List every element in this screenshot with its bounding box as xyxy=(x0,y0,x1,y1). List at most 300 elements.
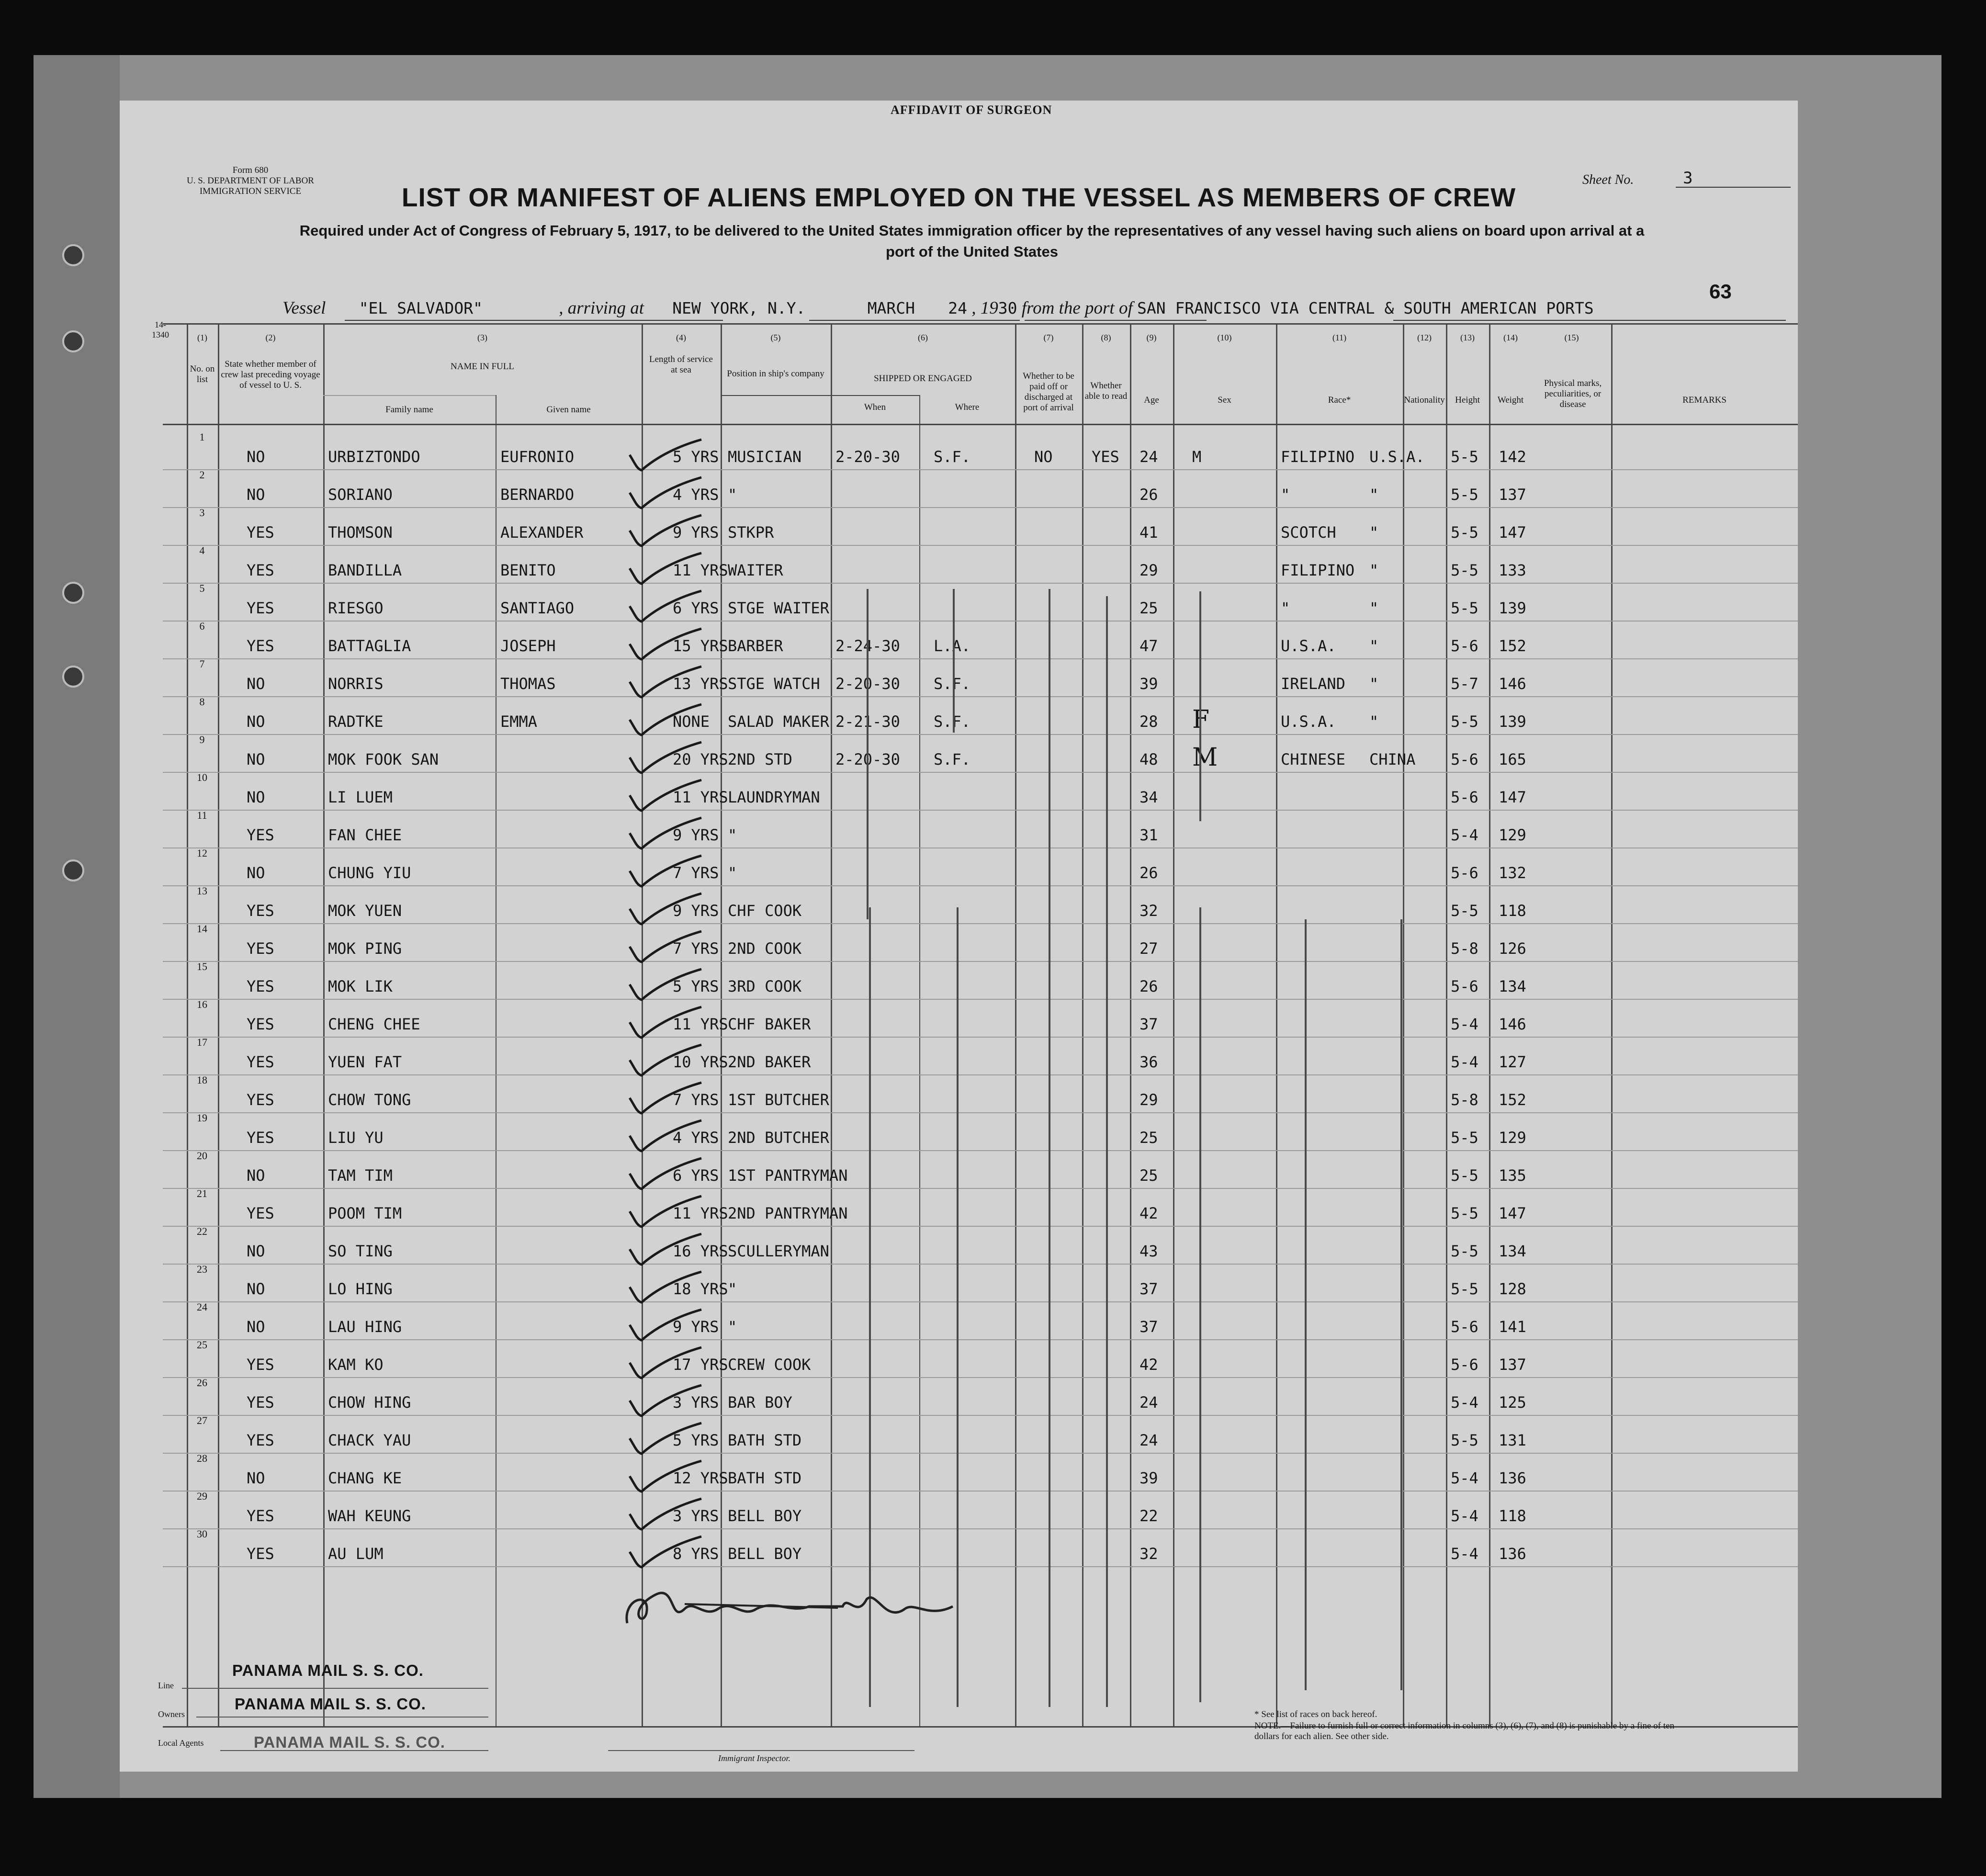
height-cell: 5-4 xyxy=(1451,1545,1478,1563)
age-cell: 25 xyxy=(1140,1166,1158,1185)
row-number: 7 xyxy=(199,658,205,670)
family-name-cell: SORIANO xyxy=(328,486,393,504)
col-divider xyxy=(1446,323,1447,1726)
family-name-cell: LAU HING xyxy=(328,1318,402,1336)
height-cell: 5-5 xyxy=(1451,1166,1478,1185)
binder-hole xyxy=(62,330,84,352)
height-cell: 5-4 xyxy=(1451,1469,1478,1487)
weight-cell: 134 xyxy=(1499,1242,1526,1260)
row-rule xyxy=(163,810,1798,811)
family-name-cell: THOMSON xyxy=(328,523,393,542)
weight-cell: 147 xyxy=(1499,1204,1526,1222)
age-cell: 24 xyxy=(1140,1393,1158,1412)
position-cell: 2ND BAKER xyxy=(728,1053,811,1071)
position-cell: 2ND BUTCHER xyxy=(728,1129,829,1147)
race-cell: CHINESE xyxy=(1281,750,1345,768)
row-rule xyxy=(163,1188,1798,1189)
nationality-cell: " xyxy=(1369,561,1379,579)
check-mark xyxy=(625,1268,706,1306)
weight-cell: 125 xyxy=(1499,1393,1526,1412)
row-rule xyxy=(163,1453,1798,1454)
colnum-9: (9) xyxy=(1146,333,1157,342)
age-cell: 27 xyxy=(1140,939,1158,958)
row-rule xyxy=(163,1226,1798,1227)
arrival-year: 30 xyxy=(998,299,1017,317)
row-number: 13 xyxy=(197,885,207,897)
weight-cell: 129 xyxy=(1499,826,1526,844)
col-divider xyxy=(919,395,920,1726)
service-cell: 4 YRS xyxy=(673,486,719,504)
ditto-line xyxy=(1400,919,1402,1690)
sheet-number: 3 xyxy=(1683,169,1693,188)
head-length-service: Length of service at sea xyxy=(649,354,713,375)
family-name-cell: RIESGO xyxy=(328,599,384,617)
prev-cell: NO xyxy=(247,486,265,504)
paid-off-cell: NO xyxy=(1034,448,1053,466)
prev-cell: NO xyxy=(247,1242,265,1260)
prev-cell: YES xyxy=(247,1091,274,1109)
vessel-name: "EL SALVADOR" xyxy=(359,299,483,317)
page-number: 63 xyxy=(1709,280,1732,303)
age-cell: 25 xyxy=(1140,1129,1158,1147)
height-cell: 5-5 xyxy=(1451,448,1478,466)
race-cell: FILIPINO xyxy=(1281,448,1355,466)
head-paid-off: Whether to be paid off or discharged at port of arrival xyxy=(1023,371,1074,413)
race-cell: U.S.A. xyxy=(1281,712,1336,731)
given-name-cell: JOSEPH xyxy=(500,637,556,655)
prev-cell: YES xyxy=(247,1431,274,1449)
weight-cell: 147 xyxy=(1499,788,1526,806)
check-mark xyxy=(625,890,706,928)
row-rule xyxy=(163,1566,1798,1567)
binder-hole xyxy=(62,582,84,604)
position-cell: WAITER xyxy=(728,561,783,579)
family-name-cell: FAN CHEE xyxy=(328,826,402,844)
head-shipped: SHIPPED OR ENGAGED xyxy=(874,373,972,384)
sex-cell: M xyxy=(1192,448,1202,466)
check-mark xyxy=(625,1041,706,1079)
head-race: Race* xyxy=(1328,395,1351,405)
position-cell: BATH STD xyxy=(728,1431,802,1449)
weight-cell: 118 xyxy=(1499,902,1526,920)
origin-port: SAN FRANCISCO VIA CENTRAL & SOUTH AMERICAN PORTS xyxy=(1137,299,1594,317)
row-number: 9 xyxy=(199,734,205,746)
weight-cell: 128 xyxy=(1499,1280,1526,1298)
race-cell: " xyxy=(1281,599,1290,617)
colnum-4: (4) xyxy=(676,333,686,342)
manifest-page xyxy=(120,101,1798,1772)
row-number: 18 xyxy=(197,1074,207,1086)
sheet-label: Sheet No. xyxy=(1582,172,1634,187)
position-cell: SALAD MAKER xyxy=(728,712,829,731)
height-cell: 5-4 xyxy=(1451,1015,1478,1033)
service-cell: 16 YRS xyxy=(673,1242,728,1260)
check-mark xyxy=(625,1306,706,1344)
ditto-line xyxy=(1106,596,1108,1707)
ditto-line xyxy=(867,589,869,919)
service-cell: 11 YRS xyxy=(673,1204,728,1222)
height-cell: 5-4 xyxy=(1451,1053,1478,1071)
weight-cell: 132 xyxy=(1499,864,1526,882)
height-cell: 5-5 xyxy=(1451,561,1478,579)
col-divider xyxy=(1015,323,1016,1726)
row-number: 10 xyxy=(197,771,207,783)
family-name-cell: MOK PING xyxy=(328,939,402,958)
check-mark xyxy=(625,701,706,739)
row-number: 4 xyxy=(199,544,205,556)
row-number: 27 xyxy=(197,1414,207,1426)
check-mark xyxy=(625,1533,706,1571)
head-remarks: REMARKS xyxy=(1682,395,1726,405)
age-cell: 31 xyxy=(1140,826,1158,844)
check-mark xyxy=(625,1230,706,1268)
position-cell: BAR BOY xyxy=(728,1393,792,1412)
check-mark xyxy=(625,436,706,474)
position-cell: MUSICIAN xyxy=(728,448,802,466)
age-cell: 26 xyxy=(1140,977,1158,995)
races-note: * See list of races on back hereof. xyxy=(1254,1709,1377,1719)
fine-note: NOTE.—Failure to furnish full or correct information in columns (3), (6), (7), and (8) is punishable by a fine of ten dollars for each alien. See other side. xyxy=(1254,1721,1674,1741)
binder-hole xyxy=(62,666,84,688)
prev-cell: NO xyxy=(247,448,265,466)
height-cell: 5-6 xyxy=(1451,750,1478,768)
ditto-line xyxy=(1049,589,1050,1707)
age-cell: 48 xyxy=(1140,750,1158,768)
head-position: Position in ship's company xyxy=(727,369,824,379)
service-cell: 4 YRS xyxy=(673,1129,719,1147)
check-mark xyxy=(625,1495,706,1533)
family-name-cell: URBIZTONDO xyxy=(328,448,420,466)
row-rule xyxy=(163,583,1798,584)
form-header: Form 680 U. S. DEPARTMENT OF LABOR IMMIGRATION SERVICE xyxy=(187,165,314,196)
col-divider xyxy=(831,323,832,1726)
service-cell: 5 YRS xyxy=(673,977,719,995)
prev-cell: YES xyxy=(247,1393,274,1412)
where-cell: S.F. xyxy=(934,448,971,466)
prev-cell: YES xyxy=(247,1053,274,1071)
height-cell: 5-6 xyxy=(1451,1356,1478,1374)
service-cell: 18 YRS xyxy=(673,1280,728,1298)
ditto-line xyxy=(1199,907,1201,1702)
row-rule xyxy=(163,1491,1798,1492)
row-rule xyxy=(163,772,1798,773)
family-name-cell: POOM TIM xyxy=(328,1204,402,1222)
row-number: 2 xyxy=(199,469,205,481)
line-value: PANAMA MAIL S. S. CO. xyxy=(232,1661,424,1679)
weight-cell: 146 xyxy=(1499,1015,1526,1033)
row-rule xyxy=(163,1528,1798,1529)
row-rule xyxy=(163,961,1798,962)
position-cell: CHF COOK xyxy=(728,902,802,920)
inspector-signature xyxy=(618,1580,967,1638)
family-name-cell: CHANG KE xyxy=(328,1469,402,1487)
arrival-month: MARCH xyxy=(867,299,915,317)
prev-cell: NO xyxy=(247,788,265,806)
age-cell: 37 xyxy=(1140,1280,1158,1298)
row-number: 26 xyxy=(197,1377,207,1389)
head-sex: Sex xyxy=(1218,395,1231,405)
position-cell: STGE WAITER xyxy=(728,599,829,617)
service-cell: 10 YRS xyxy=(673,1053,728,1071)
colnum-8: (8) xyxy=(1101,333,1111,342)
prev-cell: YES xyxy=(247,977,274,995)
position-cell: SCULLERYMAN xyxy=(728,1242,829,1260)
sex-cell: F xyxy=(1192,705,1210,734)
weight-cell: 137 xyxy=(1499,486,1526,504)
family-name-cell: CHACK YAU xyxy=(328,1431,411,1449)
check-mark xyxy=(625,549,706,588)
binder-hole xyxy=(62,859,84,881)
head-height: Height xyxy=(1455,395,1480,405)
age-cell: 34 xyxy=(1140,788,1158,806)
age-cell: 39 xyxy=(1140,1469,1158,1487)
head-no-on-list: No. on list xyxy=(190,364,215,384)
colnum-3: (3) xyxy=(477,333,487,342)
given-name-cell: EUFRONIO xyxy=(500,448,575,466)
family-name-cell: CHUNG YIU xyxy=(328,864,411,882)
position-cell: 2ND STD xyxy=(728,750,792,768)
weight-cell: 133 xyxy=(1499,561,1526,579)
shipped-subrule xyxy=(721,395,919,396)
row-number: 15 xyxy=(197,961,207,972)
colnum-5: (5) xyxy=(770,333,781,342)
nationality-cell: " xyxy=(1369,599,1379,617)
agents-value: PANAMA MAIL S. S. CO. xyxy=(254,1733,445,1751)
head-age: Age xyxy=(1144,395,1159,405)
manifest-footer xyxy=(120,1642,1798,1772)
prev-cell: NO xyxy=(247,864,265,882)
position-cell: BARBER xyxy=(728,637,783,655)
nationality-cell: U.S.A. xyxy=(1369,448,1425,466)
row-rule xyxy=(163,507,1798,508)
ditto-line xyxy=(1199,591,1201,821)
service-cell: 11 YRS xyxy=(673,561,728,579)
row-number: 6 xyxy=(199,620,205,632)
row-rule xyxy=(163,696,1798,697)
prev-cell: YES xyxy=(247,1129,274,1147)
row-number: 12 xyxy=(197,847,207,859)
col-divider xyxy=(218,323,219,1726)
row-number: 29 xyxy=(197,1490,207,1502)
given-name-cell: BERNARDO xyxy=(500,486,575,504)
position-cell: BATH STD xyxy=(728,1469,802,1487)
age-cell: 39 xyxy=(1140,675,1158,693)
colnum-12: (12) xyxy=(1417,333,1432,342)
row-rule xyxy=(163,1074,1798,1075)
family-name-cell: AU LUM xyxy=(328,1545,384,1563)
where-cell: S.F. xyxy=(934,750,971,768)
position-cell: " xyxy=(728,864,737,882)
row-number: 8 xyxy=(199,696,205,708)
header-bottom-rule xyxy=(163,424,1798,425)
check-mark xyxy=(625,625,706,663)
row-rule xyxy=(163,1264,1798,1265)
height-cell: 5-8 xyxy=(1451,1091,1478,1109)
position-cell: 1ST BUTCHER xyxy=(728,1091,829,1109)
weight-cell: 147 xyxy=(1499,523,1526,542)
nationality-cell: CHINA xyxy=(1369,750,1416,768)
col-divider xyxy=(1611,323,1613,1726)
race-cell: SCOTCH xyxy=(1281,523,1336,542)
colnum-14: (14) xyxy=(1503,333,1518,342)
colnum-6: (6) xyxy=(918,333,928,342)
where-cell: L.A. xyxy=(934,637,971,655)
given-name-cell: BENITO xyxy=(500,561,556,579)
col-divider xyxy=(1403,323,1404,1726)
crew-table xyxy=(163,323,1798,1736)
height-cell: 5-6 xyxy=(1451,1318,1478,1336)
service-cell: 9 YRS xyxy=(673,1318,719,1336)
colnum-11: (11) xyxy=(1332,333,1347,342)
weight-cell: 136 xyxy=(1499,1545,1526,1563)
head-when: When xyxy=(864,402,886,412)
family-name-cell: MOK FOOK SAN xyxy=(328,750,439,768)
family-name-cell: LI LUEM xyxy=(328,788,393,806)
row-rule xyxy=(163,1301,1798,1302)
age-cell: 24 xyxy=(1140,448,1158,466)
manifest-subtitle: Required under Act of Congress of February 5, 1917, to be delivered to the United States immigration officer by the representatives of any vessel having such aliens on board upon arrival at a port of the United States xyxy=(299,222,1645,260)
row-number: 24 xyxy=(197,1301,207,1313)
age-cell: 42 xyxy=(1140,1356,1158,1374)
check-mark xyxy=(625,738,706,777)
family-name-cell: NORRIS xyxy=(328,675,384,693)
check-mark xyxy=(625,927,706,966)
height-cell: 5-6 xyxy=(1451,788,1478,806)
position-cell: " xyxy=(728,1318,737,1336)
check-mark xyxy=(625,1344,706,1382)
position-cell: " xyxy=(728,1280,737,1298)
prev-cell: YES xyxy=(247,1545,274,1563)
owners-label: Owners xyxy=(158,1709,185,1719)
position-cell: LAUNDRYMAN xyxy=(728,788,820,806)
row-number: 17 xyxy=(197,1036,207,1048)
age-cell: 25 xyxy=(1140,599,1158,617)
family-name-cell: LIU YU xyxy=(328,1129,384,1147)
row-rule xyxy=(163,1112,1798,1113)
weight-cell: 139 xyxy=(1499,599,1526,617)
height-cell: 5-5 xyxy=(1451,1129,1478,1147)
given-name-cell: THOMAS xyxy=(500,675,556,693)
row-rule xyxy=(163,885,1798,886)
row-number: 1 xyxy=(199,431,205,443)
sex-cell: M xyxy=(1192,743,1218,772)
weight-cell: 152 xyxy=(1499,1091,1526,1109)
check-mark xyxy=(625,965,706,1004)
prev-cell: YES xyxy=(247,826,274,844)
check-mark xyxy=(625,1003,706,1041)
age-cell: 37 xyxy=(1140,1318,1158,1336)
family-name-cell: KAM KO xyxy=(328,1356,384,1374)
date-underline xyxy=(1025,320,1207,321)
family-name-cell: MOK LIK xyxy=(328,977,393,995)
head-where: Where xyxy=(955,402,980,412)
weight-cell: 165 xyxy=(1499,750,1526,768)
prev-cell: YES xyxy=(247,1356,274,1374)
height-cell: 5-4 xyxy=(1451,1393,1478,1412)
service-cell: 7 YRS xyxy=(673,864,719,882)
service-cell: 3 YRS xyxy=(673,1507,719,1525)
age-cell: 26 xyxy=(1140,486,1158,504)
age-cell: 42 xyxy=(1140,1204,1158,1222)
weight-cell: 135 xyxy=(1499,1166,1526,1185)
height-cell: 5-5 xyxy=(1451,1431,1478,1449)
col-divider xyxy=(1276,323,1277,1726)
race-cell: IRELAND xyxy=(1281,675,1345,693)
service-cell: 12 YRS xyxy=(673,1469,728,1487)
family-name-cell: CHOW HING xyxy=(328,1393,411,1412)
height-cell: 5-5 xyxy=(1451,486,1478,504)
prev-cell: NO xyxy=(247,750,265,768)
row-rule xyxy=(163,1415,1798,1416)
height-cell: 5-5 xyxy=(1451,599,1478,617)
position-cell: CREW COOK xyxy=(728,1356,811,1374)
col-divider xyxy=(1082,323,1083,1726)
service-cell: 9 YRS xyxy=(673,826,719,844)
prev-cell: YES xyxy=(247,599,274,617)
weight-cell: 141 xyxy=(1499,1318,1526,1336)
service-cell: NONE xyxy=(673,712,710,731)
col-divider xyxy=(1489,323,1490,1726)
check-mark xyxy=(625,587,706,625)
family-name-cell: LO HING xyxy=(328,1280,393,1298)
when-cell: 2-20-30 xyxy=(835,448,900,466)
prev-cell: YES xyxy=(247,1204,274,1222)
service-cell: 6 YRS xyxy=(673,1166,719,1185)
height-cell: 5-5 xyxy=(1451,1280,1478,1298)
height-cell: 5-8 xyxy=(1451,939,1478,958)
prev-cell: YES xyxy=(247,902,274,920)
family-name-cell: TAM TIM xyxy=(328,1166,393,1185)
row-number: 19 xyxy=(197,1112,207,1124)
row-number: 21 xyxy=(197,1187,207,1199)
inspector-label: Immigrant Inspector. xyxy=(718,1753,790,1763)
race-cell: U.S.A. xyxy=(1281,637,1336,655)
row-number: 3 xyxy=(199,507,205,519)
service-cell: 5 YRS xyxy=(673,448,719,466)
row-number: 22 xyxy=(197,1225,207,1237)
colnum-2: (2) xyxy=(265,333,276,342)
line-label: Line xyxy=(158,1681,174,1690)
age-cell: 37 xyxy=(1140,1015,1158,1033)
age-cell: 29 xyxy=(1140,1091,1158,1109)
weight-cell: 146 xyxy=(1499,675,1526,693)
agents-underline xyxy=(220,1750,488,1751)
service-cell: 5 YRS xyxy=(673,1431,719,1449)
agents-label: Local Agents xyxy=(158,1738,204,1748)
head-physical: Physical marks, peculiarities, or disease xyxy=(1544,378,1602,409)
row-number: 16 xyxy=(197,998,207,1010)
check-mark xyxy=(625,852,706,890)
row-number: 25 xyxy=(197,1339,207,1351)
prev-cell: NO xyxy=(247,1280,265,1298)
colnum-13: (13) xyxy=(1460,333,1475,342)
family-name-cell: CHENG CHEE xyxy=(328,1015,420,1033)
check-mark xyxy=(625,511,706,550)
colnum-7: (7) xyxy=(1043,333,1054,342)
head-weight: Weight xyxy=(1497,395,1524,405)
weight-cell: 118 xyxy=(1499,1507,1526,1525)
check-mark xyxy=(625,1381,706,1420)
check-mark xyxy=(625,1192,706,1231)
family-name-cell: SO TING xyxy=(328,1242,393,1260)
row-rule xyxy=(163,545,1798,546)
family-name-cell: WAH KEUNG xyxy=(328,1507,411,1525)
check-mark xyxy=(625,1457,706,1495)
position-cell: " xyxy=(728,486,737,504)
service-cell: 8 YRS xyxy=(673,1545,719,1563)
nationality-cell: " xyxy=(1369,675,1379,693)
line-underline xyxy=(182,1688,488,1689)
